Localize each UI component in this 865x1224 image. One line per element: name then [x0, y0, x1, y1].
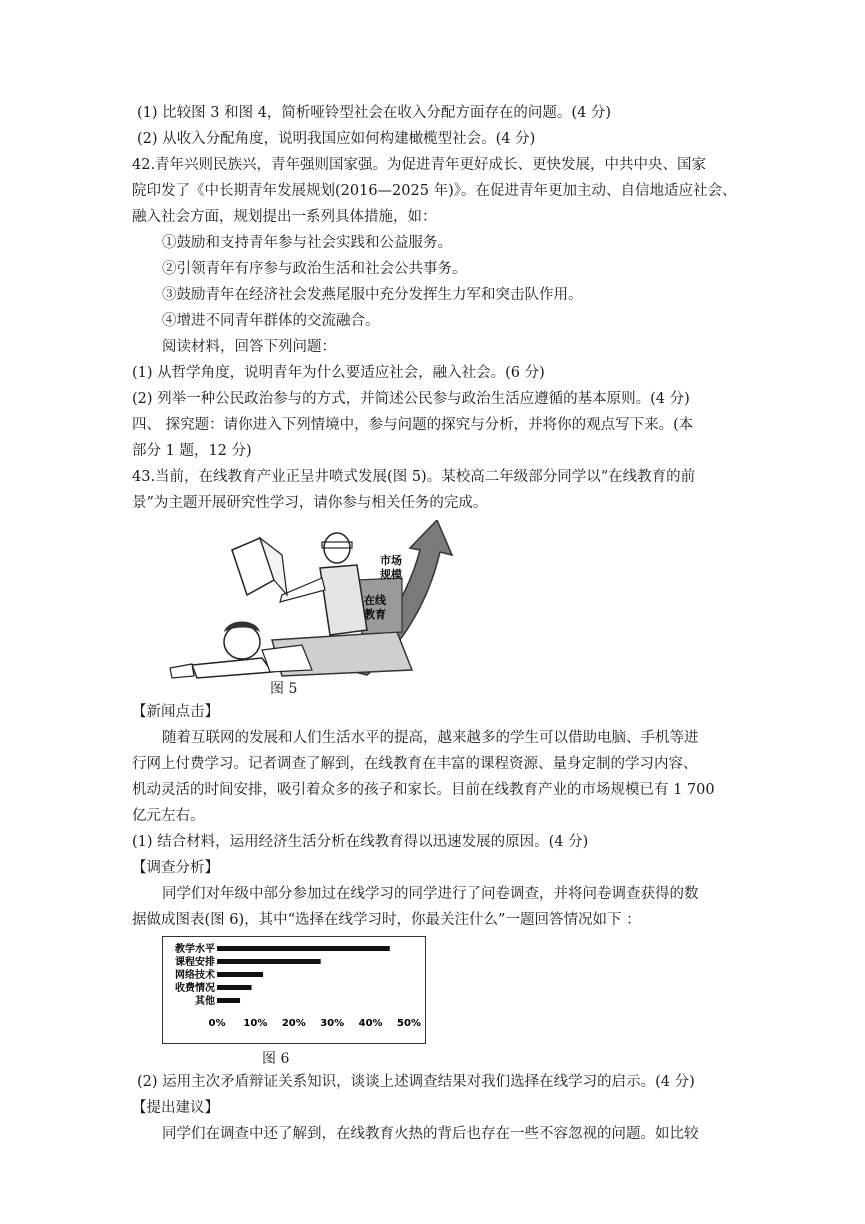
x-tick-label: 0%: [208, 1018, 226, 1029]
section4-score: 部分 1 题，12 分): [132, 443, 252, 459]
label-online-line2: 教育: [364, 608, 386, 621]
x-tick-label: 50%: [397, 1018, 421, 1029]
section-news-click: 【新闻点击】: [132, 704, 219, 720]
section4-heading: 四、 探究题：请你进入下列情境中，参与问题的探究与分析，并将你的观点写下来。(本: [132, 417, 694, 433]
q43-stem-line1: 43.当前，在线教育产业正呈井喷式发展(图 5)。某校高二年级部分同学以“在线教育的前: [132, 469, 696, 485]
q42-measure1: ①鼓励和支持青年参与社会实践和公益服务。: [162, 235, 452, 251]
q42-stem-line3: 融入社会方面，规划提出一系列具体措施，如：: [132, 209, 437, 225]
label-market-line2: 规模: [380, 568, 402, 581]
teacher-student-illustration: [162, 520, 462, 680]
q43-sub2: (2) 运用主次矛盾辩证关系知识，谈谈上述调查结果对我们选择在线学习的启示。(4 分): [137, 1074, 695, 1090]
survey-line2: 据做成图表(图 6)，其中“选择在线学习时，你最关注什么”一题回答情况如下 ：: [132, 912, 641, 928]
figure-5-illustration: [162, 520, 462, 720]
label-market-line1: 市场: [380, 554, 402, 567]
q42-measure2: ②引领青年有序参与政治生活和社会公共事务。: [162, 261, 467, 277]
bar: [217, 998, 240, 1003]
survey-line1: 同学们对年级中部分参加过在线学习的同学进行了问卷调查，并将问卷调查获得的数: [162, 886, 699, 902]
x-tick-label: 20%: [281, 1018, 306, 1029]
bar: [217, 985, 252, 990]
q41-sub1: (1) 比较图 3 和图 4，简析哑铃型社会在收入分配方面存在的问题。(4 分): [137, 105, 612, 121]
x-tick-label: 40%: [358, 1018, 383, 1029]
q43-stem-line2: 景”为主题开展研究性学习，请你参与相关任务的完成。: [132, 495, 488, 511]
q41-sub2: (2) 从收入分配角度，说明我国应如何构建橄榄型社会。(4 分): [137, 131, 536, 147]
figure-6-caption: 图 6: [262, 1051, 290, 1067]
q42-instruction: 阅读材料，回答下列问题：: [162, 339, 336, 355]
q42-stem-line2: 院印发了《中长期青年发展规划(2016—2025 年)》。在促进青年更加主动、自信地适应社会、: [132, 183, 737, 199]
q42-measure4: ④增进不同青年群体的交流融合。: [162, 313, 380, 329]
section-suggestion: 【提出建议】: [132, 1100, 219, 1116]
news-line3: 机动灵活的时间安排，吸引着众多的孩子和家长。目前在线教育产业的市场规模已有 1 700: [132, 782, 715, 798]
label-online-line1: 在线: [364, 594, 386, 607]
news-line4: 亿元左右。: [132, 808, 205, 824]
bar-chart-svg: [163, 937, 425, 1043]
q42-measure3: ③鼓励青年在经济社会发燕尾服中充分发挥生力军和突击队作用。: [162, 287, 583, 303]
category-label: 其他: [195, 996, 215, 1007]
category-label: 网络技术: [175, 970, 215, 981]
bar: [217, 972, 263, 977]
q42-sub1: (1) 从哲学角度，说明青年为什么要适应社会，融入社会。(6 分): [132, 365, 545, 381]
suggestion-line1: 同学们在调查中还了解到，在线教育火热的背后也存在一些不容忽视的问题。如比较: [162, 1126, 699, 1142]
figure-6-chart: [162, 936, 426, 1044]
news-line1: 随着互联网的发展和人们生活水平的提高，越来越多的学生可以借助电脑、手机等进: [162, 730, 699, 746]
section-survey: 【调查分析】: [132, 860, 219, 876]
category-label: 收费情况: [175, 983, 215, 994]
bar: [217, 946, 390, 951]
category-label: 教学水平: [175, 944, 215, 955]
category-label: 课程安排: [175, 957, 215, 968]
x-tick-label: 10%: [243, 1018, 268, 1029]
q42-sub2: (2) 列举一种公民政治参与的方式，并简述公民参与政治生活应遵循的基本原则。(4 分): [132, 391, 690, 407]
figure-5-caption: 图 5: [270, 681, 298, 697]
q42-stem-line1: 42.青年兴则民族兴，青年强则国家强。为促进青年更好成长、更快发展，中共中央、国家: [132, 157, 707, 173]
news-line2: 行网上付费学习。记者调查了解到，在线教育在丰富的课程资源、量身定制的学习内容、: [132, 756, 698, 772]
x-tick-label: 30%: [320, 1018, 345, 1029]
bar: [217, 959, 321, 964]
q43-sub1: (1) 结合材料，运用经济生活分析在线教育得以迅速发展的原因。(4 分): [132, 834, 589, 850]
